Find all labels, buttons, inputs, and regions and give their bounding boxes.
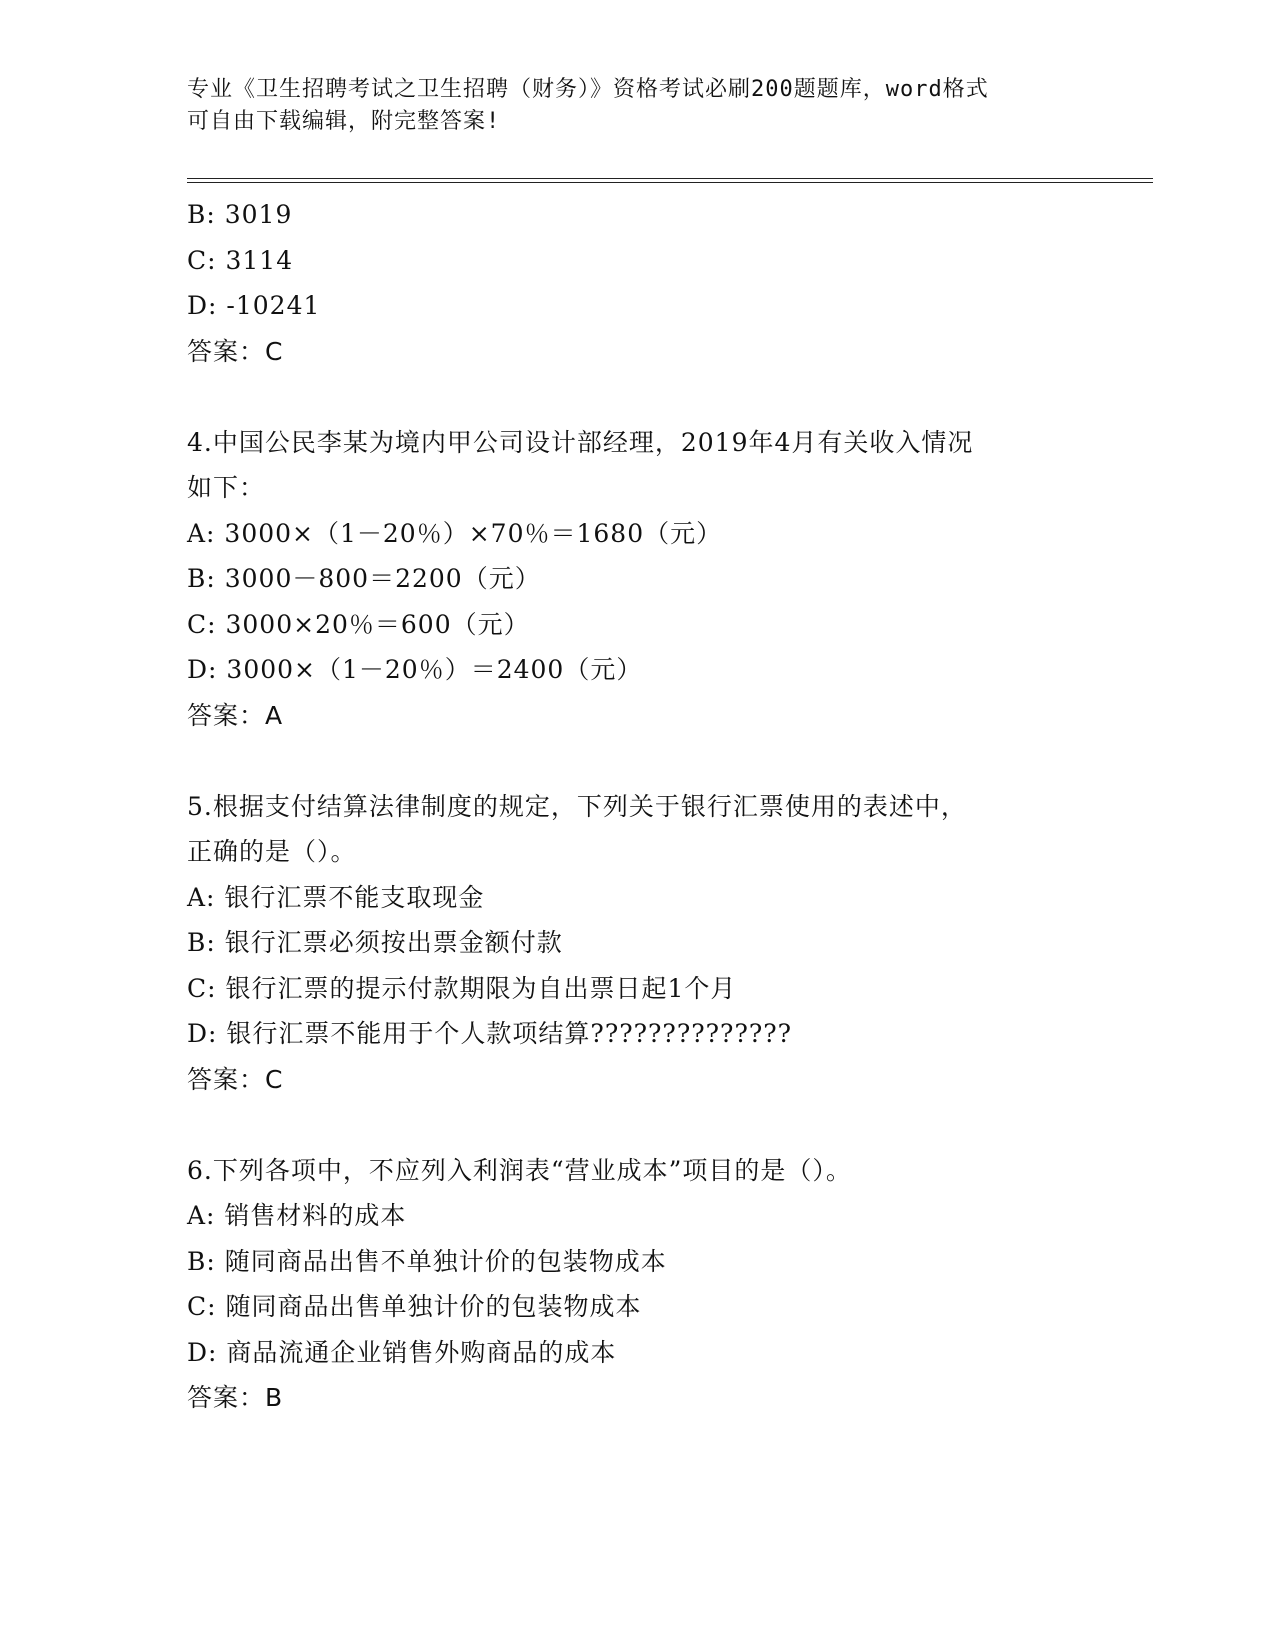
question-stem: 6.下列各项中，不应列入利润表“营业成本”项目的是（）。 [187,1155,852,1185]
question-stem: 4.中国公民李某为境内甲公司设计部经理，2019年4月有关收入情况 [187,427,974,457]
question-4 [187,420,1147,739]
header-line-2: 可自由下载编辑，附完整答案! [187,109,501,134]
option-a: A: 销售材料的成本 [187,1201,407,1230]
answer-line: 答案：C [187,1064,284,1094]
option-d: D: 银行汇票不能用于个人款项结算?????????????? [187,1019,793,1048]
answer-line: 答案：A [187,700,284,730]
option-b: B: 3000－800＝2200（元） [187,564,541,593]
option-c: C: 3114 [187,245,294,275]
question-list [187,192,1147,1421]
option-d: D: 商品流通企业销售外购商品的成本 [187,1337,617,1367]
header-line-1: 专业《卫生招聘考试之卫生招聘（财务）》资格考试必刷200题题库，word格式 [187,77,989,102]
question-3-tail [187,192,1147,374]
question-5 [187,784,1147,1103]
option-b: B: 随同商品出售不单独计价的包装物成本 [187,1246,667,1276]
option-d: D: 3000×（1－20％）＝2400（元） [187,655,643,684]
option-a: A: 3000×（1－20％）×70％＝1680（元） [187,518,723,548]
option-b: B: 3019 [187,200,293,229]
option-c: C: 3000×20％＝600（元） [187,609,530,639]
option-b: B: 银行汇票必须按出票金额付款 [187,928,563,957]
option-c: C: 银行汇票的提示付款期限为自出票日起1个月 [187,973,737,1003]
option-a: A: 银行汇票不能支取现金 [187,882,485,912]
question-stem: 5.根据支付结算法律制度的规定，下列关于银行汇票使用的表述中， [187,791,967,821]
document-header [187,74,1087,138]
question-stem: 如下： [187,473,266,502]
spacer [187,1102,1147,1148]
option-c: C: 随同商品出售单独计价的包装物成本 [187,1292,642,1321]
header-divider-top [187,178,1153,179]
header-divider-bottom [187,182,1153,183]
question-stem: 正确的是（）。 [187,837,357,866]
answer-line: 答案：C [187,336,284,366]
spacer [187,738,1147,784]
spacer [187,374,1147,420]
answer-line: 答案：B [187,1383,284,1412]
option-d: D: -10241 [187,291,321,320]
question-6 [187,1148,1147,1421]
